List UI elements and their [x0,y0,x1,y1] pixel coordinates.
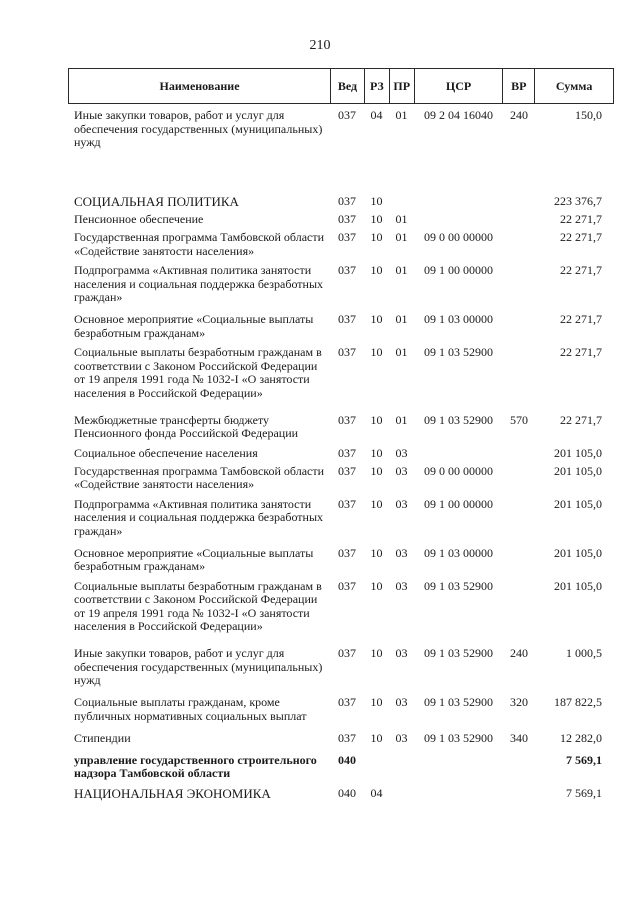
row-ved: 037 [338,412,356,427]
row-csr: 09 1 03 52900 [424,345,493,359]
row-rz: 04 [370,786,383,800]
row-pr: 03 [395,730,408,745]
row-ved: 037 [338,194,356,208]
table-row [68,498,614,539]
row-pr: 03 [395,496,408,511]
row-ved: 037 [338,545,356,560]
row-name: Государственная программа Тамбовской области «Содействие занятости населения» [74,463,325,491]
row-ved: 037 [338,345,356,359]
row-csr: 09 1 00 00000 [424,496,493,511]
header-rz: РЗ [364,69,389,103]
row-rz: 10 [370,545,383,560]
row-vr: 240 [510,646,528,660]
row-pr: 01 [395,312,408,326]
row-rz: 10 [370,345,383,359]
row-vr [503,547,535,574]
row-pr: 01 [395,412,408,427]
header-ved: Вед [330,69,364,103]
row-sum: 22 271,7 [560,345,602,359]
row-pr: 03 [395,463,408,478]
row-ved: 037 [338,646,356,660]
row-name: Государственная программа Тамбовской области «Содействие занятости населения» [74,230,325,258]
row-sum: 201 105,0 [554,463,602,478]
row-pr [389,754,414,781]
row-vr: 570 [510,412,528,427]
header-name: Наименование [159,78,240,93]
table-body [68,109,614,801]
row-vr: 320 [510,695,528,709]
row-pr: 03 [395,646,408,660]
row-csr [414,754,503,781]
row-name: Социальные выплаты гражданам, кроме публичных нормативных социальных выплат [74,695,307,723]
row-ved: 037 [338,312,356,326]
row-sum: 201 105,0 [554,545,602,560]
row-csr: 09 0 00 00000 [424,463,493,478]
row-rz: 10 [370,312,383,326]
row-vr [503,580,535,634]
row-name: Иные закупки товаров, работ и услуг для обеспечения государственных (муниципальных) нужд [74,646,323,687]
row-csr: 09 1 00 00000 [424,263,493,277]
row-rz: 10 [370,263,383,277]
row-rz: 10 [370,646,383,660]
row-rz: 10 [370,695,383,709]
row-pr: 01 [395,230,408,244]
row-name: НАЦИОНАЛЬНАЯ ЭКОНОМИКА [74,786,271,801]
row-sum: 187 822,5 [554,695,602,709]
row-sum: 22 271,7 [560,212,602,226]
row-ved: 037 [338,108,356,122]
row-ved: 037 [338,496,356,511]
row-pr: 01 [395,345,408,359]
row-pr: 03 [395,578,408,593]
row-pr: 03 [395,545,408,560]
row-name: управление государственного строительного надзора Тамбовской области [74,752,317,780]
row-csr: 09 2 04 16040 [424,108,493,122]
row-sum: 22 271,7 [560,263,602,277]
row-csr: 09 1 03 52900 [424,412,493,427]
table-row [68,754,614,781]
row-sum: 7 569,1 [566,752,602,767]
table-row [68,231,614,258]
row-rz: 10 [370,730,383,745]
row-csr [414,213,503,227]
header-csr: ЦСР [414,69,503,103]
row-vr [503,787,535,801]
table-row [68,414,614,441]
row-name: Основное мероприятие «Социальные выплаты безработным гражданам» [74,312,314,340]
row-pr: 03 [395,695,408,709]
table-row [68,547,614,574]
row-sum: 22 271,7 [560,312,602,326]
header-pr: ПР [389,69,414,103]
row-csr: 09 1 03 00000 [424,312,493,326]
row-sum: 201 105,0 [554,445,602,460]
row-vr [503,754,535,781]
row-csr: 09 1 03 52900 [424,730,493,745]
row-name: Основное мероприятие «Социальные выплаты безработным гражданам» [74,545,314,573]
row-csr: 09 1 03 52900 [424,578,493,593]
row-rz: 10 [370,496,383,511]
table-row [68,696,614,723]
row-name: Пенсионное обеспечение [74,212,204,226]
row-ved: 037 [338,445,356,460]
row-rz: 04 [370,108,383,122]
row-vr [503,213,535,227]
row-vr [503,465,535,492]
row-rz: 10 [370,230,383,244]
row-sum: 223 376,7 [554,194,602,208]
row-vr [503,447,535,461]
row-ved: 037 [338,695,356,709]
row-csr [414,195,503,209]
table-row [68,732,614,746]
row-sum: 1 000,5 [566,646,602,660]
table-row [68,109,614,150]
row-ved: 037 [338,230,356,244]
table-row [68,447,614,461]
row-csr: 09 1 03 00000 [424,545,493,560]
table-row [68,213,614,227]
row-sum: 201 105,0 [554,496,602,511]
row-ved: 037 [338,263,356,277]
header-sum: Сумма [534,69,613,103]
row-pr: 03 [395,445,408,460]
table-row [68,264,614,305]
row-vr: 340 [510,730,528,745]
row-name: Подпрограмма «Активная политика занятости населения и социальная поддержка безработных граждан» [74,496,324,538]
row-rz: 10 [370,212,383,226]
row-vr [503,195,535,209]
row-name: Социальные выплаты безработным гражданам в соответствии с Законом Российской Федерации от 19 апреля 1991 года № 1032-I «О занятости населения в Российской Федерации» [74,578,322,633]
row-sum: 22 271,7 [560,412,602,427]
row-ved: 037 [338,212,356,226]
page-number: 210 [309,38,331,53]
row-csr [414,787,503,801]
row-ved: 037 [338,730,356,745]
header-vr: ВР [502,69,534,103]
row-ved: 040 [338,752,356,767]
row-pr: 01 [395,108,408,122]
table-row [68,580,614,634]
row-name: Социальные выплаты безработным гражданам в соответствии с Законом Российской Федерации от 19 апреля 1991 года № 1032-I «О занятости населения в Российской Федерации» [74,345,322,400]
row-pr: 01 [395,263,408,277]
row-pr [389,195,414,209]
row-csr [414,447,503,461]
row-pr [389,787,414,801]
table-row [68,195,614,209]
row-rz: 10 [370,578,383,593]
table-row [68,346,614,400]
row-vr [503,264,535,305]
row-sum: 22 271,7 [560,230,602,244]
table-row [68,313,614,340]
row-csr: 09 0 00 00000 [424,230,493,244]
row-rz: 10 [370,445,383,460]
row-vr [503,313,535,340]
row-pr: 01 [395,212,408,226]
row-ved: 037 [338,463,356,478]
row-csr: 09 1 03 52900 [424,695,493,709]
row-sum: 7 569,1 [566,786,602,800]
row-rz: 10 [370,194,383,208]
row-vr [503,498,535,539]
row-rz [364,754,389,781]
row-rz: 10 [370,463,383,478]
row-vr [503,346,535,400]
row-ved: 037 [338,578,356,593]
table-row [68,647,614,688]
row-name: Межбюджетные трансферты бюджету Пенсионного фонда Российской Федерации [74,412,299,440]
row-sum: 150,0 [575,108,602,122]
row-vr [503,231,535,258]
row-name: Подпрограмма «Активная политика занятости населения и социальная поддержка безработных граждан» [74,263,324,304]
row-name: СОЦИАЛЬНАЯ ПОЛИТИКА [74,194,239,209]
row-csr: 09 1 03 52900 [424,646,493,660]
row-sum: 201 105,0 [554,578,602,593]
row-name: Стипендии [74,730,131,745]
row-vr: 240 [510,108,528,122]
row-name: Иные закупки товаров, работ и услуг для обеспечения государственных (муниципальных) нужд [74,108,323,149]
table-row [68,787,614,801]
row-name: Социальное обеспечение населения [74,445,258,460]
table-row [68,465,614,492]
row-rz: 10 [370,412,383,427]
table-header [68,68,614,104]
row-sum: 12 282,0 [560,730,602,745]
row-ved: 040 [338,786,356,800]
budget-table [68,68,614,801]
